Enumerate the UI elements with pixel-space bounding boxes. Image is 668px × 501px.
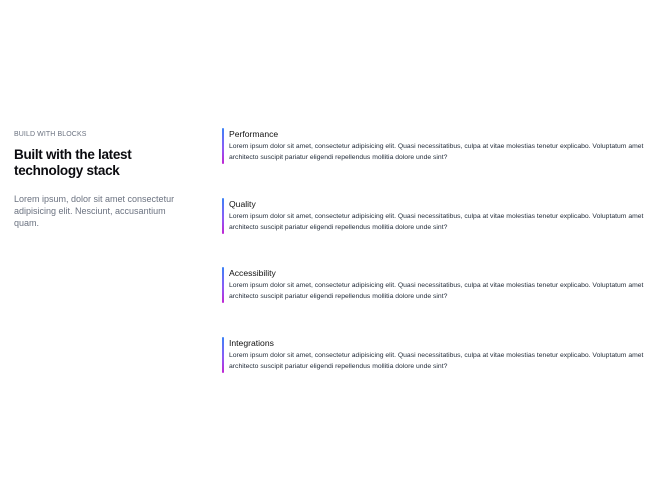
feature-description: Lorem ipsum dolor sit amet, consectetur adipisicing elit. Quasi necessitatibus, culpa at vitae molestias tenetur explicabo. Voluptatum amet architecto suscipit pariatur eligendi repellendus mollitia dolore unde sint? <box>229 143 644 161</box>
feature-quality <box>222 198 652 234</box>
section-heading: Built with the latest technology stack <box>14 147 132 178</box>
accent-bar <box>222 337 224 373</box>
feature-description: Lorem ipsum dolor sit amet, consectetur adipisicing elit. Quasi necessitatibus, culpa at vitae molestias tenetur explicabo. Voluptatum amet architecto suscipit pariatur eligendi repellendus mollitia dolore unde sint? <box>229 282 644 300</box>
eyebrow-label: BUILD WITH BLOCKS <box>14 131 87 138</box>
feature-description: Lorem ipsum dolor sit amet, consectetur adipisicing elit. Quasi necessitatibus, culpa at vitae molestias tenetur explicabo. Voluptatum amet architecto suscipit pariatur eligendi repellendus mollitia dolore unde sint? <box>229 352 644 370</box>
accent-bar <box>222 267 224 303</box>
feature-title: Quality <box>229 199 256 209</box>
accent-bar <box>222 198 224 234</box>
accent-bar <box>222 128 224 164</box>
feature-performance <box>222 128 652 164</box>
feature-title: Accessibility <box>229 268 276 278</box>
section-lead: Lorem ipsum, dolor sit amet consectetur adipisicing elit. Nesciunt, accusantium quam. <box>14 194 175 229</box>
intro-section <box>14 130 199 230</box>
feature-title: Integrations <box>229 338 274 348</box>
feature-title: Performance <box>229 129 279 139</box>
feature-description: Lorem ipsum dolor sit amet, consectetur adipisicing elit. Quasi necessitatibus, culpa at vitae molestias tenetur explicabo. Voluptatum amet architecto suscipit pariatur eligendi repellendus mollitia dolore unde sint? <box>229 213 644 231</box>
feature-integrations <box>222 337 652 373</box>
feature-accessibility <box>222 267 652 303</box>
